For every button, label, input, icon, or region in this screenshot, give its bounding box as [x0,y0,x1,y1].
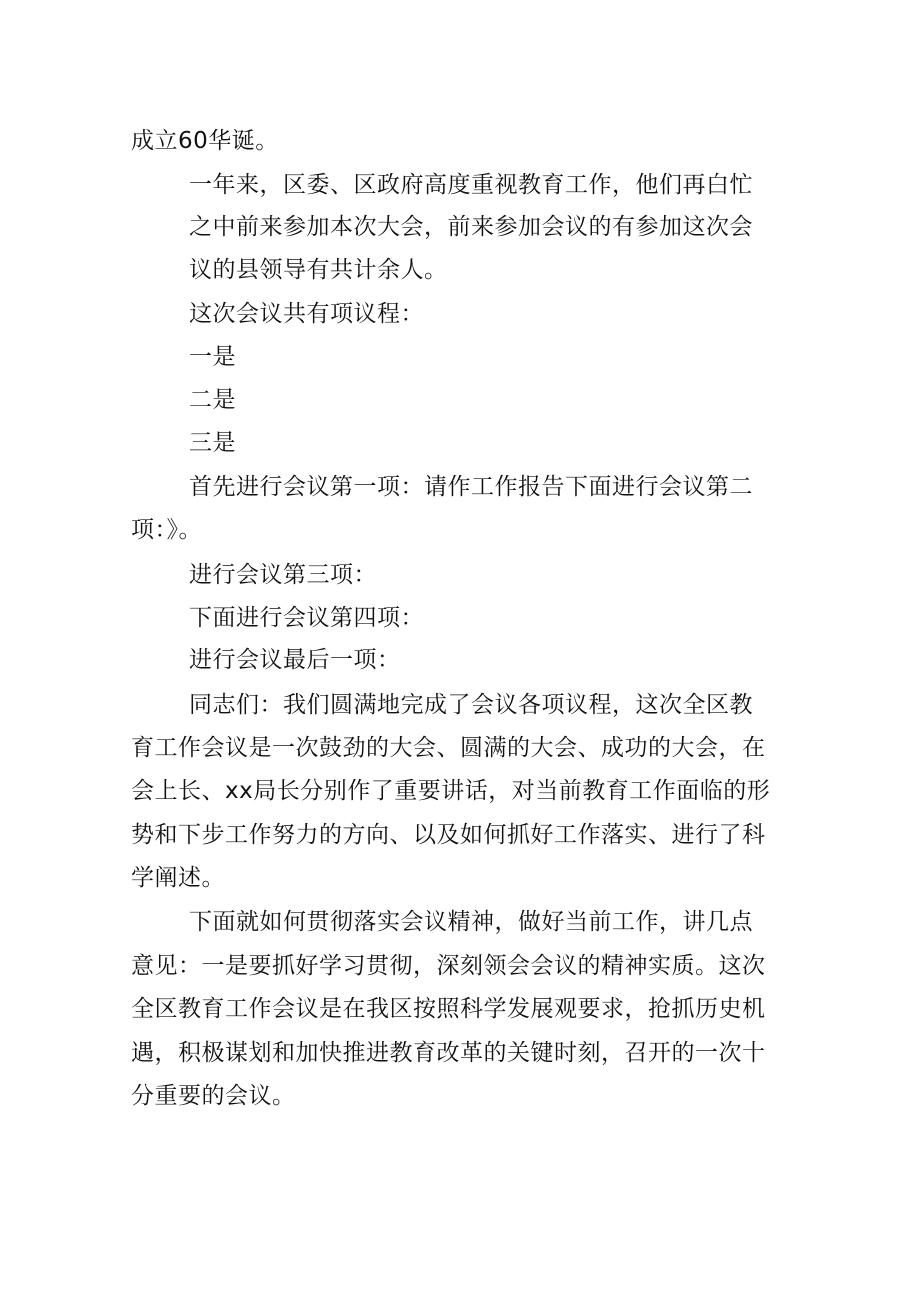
text-line: 成立60华诞。 [131,128,279,154]
text-line: 下面进行会议第四项： [189,605,424,631]
text-line: 进行会议最后一项： [189,647,401,673]
text-line: 二是 [189,387,236,413]
text-line: 一是 [189,344,236,370]
text-line: 议的县领导有共计余人。 [189,257,448,283]
text-line: 三是 [189,430,236,456]
text-line: 育工作会议是一次鼓劲的大会、圆满的大会、成功的大会，在 [131,735,766,761]
text-line: 项：》。 [131,517,202,543]
text-line: 进行会议第三项： [189,562,377,588]
text-line: 势和下步工作努力的方向、以及如何抓好工作落实、进行了科 [131,822,766,848]
text-line: 下面就如何贯彻落实会议精神，做好当前工作，讲几点 [189,909,753,935]
text-line: 之中前来参加本次大会，前来参加会议的有参加这次会 [189,214,753,240]
text-line: 首先进行会议第一项：请作工作报告下面进行会议第二 [189,474,753,500]
text-line: 学阐述。 [131,865,225,891]
text-line: 分重要的会议。 [131,1083,296,1109]
text-line: 这次会议共有项议程： [189,301,424,327]
text-line: 全区教育工作会议是在我区按照科学发展观要求，抢抓历史机 [131,996,766,1022]
text-line: 意见：一是要抓好学习贯彻，深刻领会会议的精神实质。这次 [131,953,766,979]
text-line: 同志们：我们圆满地完成了会议各项议程，这次全区教 [189,692,753,718]
text-line: 遇，积极谋划和加快推进教育改革的关键时刻，召开的一次十 [131,1040,766,1066]
text-line: 一年来，区委、区政府高度重视教育工作，他们再白忙 [189,172,753,198]
text-line: 会上长、xx局长分别作了重要讲话，对当前教育工作面临的形 [131,778,771,804]
